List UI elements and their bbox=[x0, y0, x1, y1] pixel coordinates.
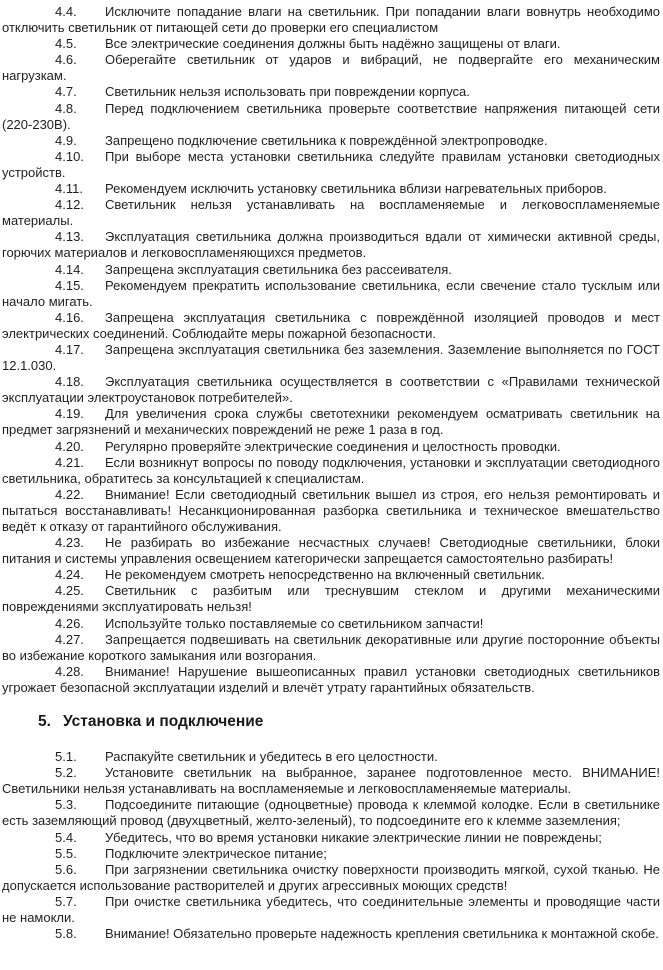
numbered-paragraph bbox=[2, 894, 660, 926]
paragraph-text: Если возникнут вопросы по поводу подключения, установки и эксплуатации светодиодного светильника, обратитесь за консультацией к специалистам. bbox=[2, 454, 660, 486]
paragraph-number: 4.16. bbox=[55, 309, 84, 325]
paragraph-number: 5.7. bbox=[55, 893, 77, 909]
paragraph-number: 5.4. bbox=[55, 829, 77, 845]
paragraph-text: При очистке светильника убедитесь, что соединительные элементы и проводящие части не намокли. bbox=[2, 893, 660, 925]
numbered-paragraph bbox=[2, 181, 660, 197]
paragraph-number: 4.5. bbox=[55, 36, 77, 52]
paragraph-number: 4.24. bbox=[55, 567, 84, 583]
paragraph-text: Светильник нельзя использовать при повреждении корпуса. bbox=[105, 84, 470, 100]
paragraph-text: Запрещена эксплуатация светильника без заземления. Заземление выполняется по ГОСТ 12.1.030. bbox=[2, 341, 660, 374]
paragraph-text: Не рекомендуем смотреть непосредственно на включенный светильник. bbox=[105, 567, 545, 583]
paragraph-text: При выборе места установки светильника следуйте правилам установки светодиодных устройств. bbox=[2, 148, 660, 180]
paragraph-number: 4.19. bbox=[55, 406, 84, 422]
paragraph-number: 4.28. bbox=[55, 663, 84, 679]
paragraph-text: Запрещается подвешивать на светильник декоративные или другие посторонние объекты во избежание короткого замыкания или возгорания. bbox=[2, 631, 660, 663]
paragraph-text: Запрещено подключение светильника к повреждённой электропроводке. bbox=[105, 132, 548, 148]
numbered-paragraph bbox=[2, 487, 660, 535]
paragraph-number: 4.15. bbox=[55, 277, 84, 293]
paragraph-number: 4.6. bbox=[55, 52, 77, 68]
paragraph-text: Оберегайте светильник от ударов и вибраций, не подвергайте его механическим нагрузкам. bbox=[2, 52, 660, 84]
numbered-paragraph bbox=[2, 36, 660, 52]
numbered-paragraph bbox=[2, 926, 660, 942]
paragraph-number: 4.13. bbox=[55, 229, 84, 245]
numbered-paragraph bbox=[2, 101, 660, 133]
paragraph-text: Исключите попадание влаги на светильник. При попадании влаги вовнутрь необходимо отключить светильник от питающей сети до проверки его специалистом bbox=[2, 4, 660, 36]
paragraph-text: Внимание! Нарушение вышеописанных правил установки светодиодных светильников угрожает безопасной эксплуатации изделий и влечёт утрату гарантийных обязательств. bbox=[2, 663, 660, 695]
numbered-paragraph bbox=[2, 583, 660, 615]
paragraph-number: 4.27. bbox=[55, 631, 84, 647]
numbered-paragraph bbox=[2, 664, 660, 696]
section-5-paragraphs bbox=[2, 749, 660, 942]
numbered-paragraph bbox=[2, 374, 660, 406]
paragraph-number: 4.4. bbox=[55, 4, 77, 19]
paragraph-number: 4.25. bbox=[55, 583, 84, 599]
paragraph-text: Внимание! Если светодиодный светильник вышел из строя, его нельзя ремонтировать и пытаться восстанавливать! Несанкционированная разборка светильника и техническое вмешательство ведёт к отказу от гарантийного обслуживания. bbox=[2, 486, 660, 534]
numbered-paragraph bbox=[2, 846, 660, 862]
numbered-paragraph bbox=[2, 342, 660, 374]
numbered-paragraph bbox=[2, 455, 660, 487]
paragraph-text: Регулярно проверяйте электрические соединения и целостность проводки. bbox=[105, 438, 561, 454]
section-heading-title: Установка и подключение bbox=[63, 713, 264, 731]
paragraph-text: Эксплуатация светильника должна производиться вдали от химически активной среды, горючих материалов и легковоспламеняющихся предметов. bbox=[2, 229, 660, 261]
numbered-paragraph bbox=[2, 439, 660, 455]
paragraph-text: Убедитесь, что во время установки никакие электрические линии не повреждены; bbox=[105, 829, 602, 845]
paragraph-number: 5.8. bbox=[55, 926, 77, 942]
section-5-heading bbox=[2, 712, 660, 732]
paragraph-text: Установите светильник на выбранное, заранее подготовленное место. ВНИМАНИЕ! Светильники нельзя устанавливать на воспламеняемые и легковоспламеняемые материалы. bbox=[2, 765, 660, 797]
paragraph-text: Рекомендуем исключить установку светильника вблизи нагревательных приборов. bbox=[105, 181, 607, 197]
paragraph-number: 4.20. bbox=[55, 438, 84, 454]
paragraph-number: 4.11. bbox=[55, 181, 83, 197]
paragraph-number: 4.21. bbox=[55, 454, 84, 470]
paragraph-text: Перед подключением светильника проверьте соответствие напряжения питающей сети (220-230В). bbox=[2, 100, 660, 132]
paragraph-number: 4.7. bbox=[55, 84, 77, 100]
numbered-paragraph bbox=[2, 229, 660, 261]
paragraph-text: Запрещена эксплуатация светильника с повреждённой изоляцией проводов и мест электрических соединений. Соблюдайте меры пожарной безопасности. bbox=[2, 309, 660, 341]
numbered-paragraph bbox=[2, 84, 660, 100]
paragraph-number: 5.2. bbox=[55, 765, 77, 781]
section-4-paragraphs bbox=[2, 4, 660, 696]
numbered-paragraph bbox=[2, 632, 660, 664]
paragraph-number: 4.12. bbox=[55, 197, 84, 213]
paragraph-text: Подсоедините питающие (одноцветные) провода к клеммой колодке. Если в светильнике есть заземляющий провод (двухцветный, желто-зеленый), то подсоедините его к клемме заземления; bbox=[2, 797, 660, 829]
paragraph-number: 4.9. bbox=[55, 132, 77, 148]
paragraph-number: 4.23. bbox=[55, 535, 84, 551]
numbered-paragraph bbox=[2, 749, 660, 765]
section-heading-number: 5. bbox=[38, 713, 51, 731]
numbered-paragraph bbox=[2, 310, 660, 342]
paragraph-text: Запрещена эксплуатация светильника без рассеивателя. bbox=[105, 261, 452, 277]
paragraph-number: 5.3. bbox=[55, 797, 77, 813]
numbered-paragraph bbox=[2, 535, 660, 567]
paragraph-number: 4.18. bbox=[55, 374, 84, 390]
numbered-paragraph bbox=[2, 406, 660, 438]
paragraph-text: Распакуйте светильник и убедитесь в его целостности. bbox=[105, 749, 438, 765]
numbered-paragraph bbox=[2, 830, 660, 846]
paragraph-number: 4.26. bbox=[55, 615, 84, 631]
paragraph-text: Светильник с разбитым или треснувшим стеклом и другими механическими повреждениями эксплуатировать нельзя! bbox=[2, 583, 660, 615]
numbered-paragraph bbox=[2, 52, 660, 84]
paragraph-number: 4.17. bbox=[55, 341, 84, 357]
paragraph-text: Внимание! Обязательно проверьте надежность крепления светильника к монтажной скобе. bbox=[105, 926, 659, 942]
paragraph-text: Эксплуатация светильника осуществляется в соответствии с «Правилами технической эксплуатации электроустановок потребителей». bbox=[2, 374, 660, 406]
paragraph-text: При загрязнении светильника очистку поверхности производить мягкой, сухой тканью. Не допускается использование растворителей и других агрессивных моющих средств! bbox=[2, 861, 660, 893]
paragraph-text: Светильник нельзя устанавливать на воспламеняемые и легковоспламеняемые материалы. bbox=[2, 197, 660, 229]
paragraph-number: 5.6. bbox=[55, 861, 77, 877]
paragraph-text: Все электрические соединения должны быть надёжно защищены от влаги. bbox=[105, 36, 561, 52]
numbered-paragraph bbox=[2, 197, 660, 229]
numbered-paragraph bbox=[2, 616, 660, 632]
paragraph-number: 5.1. bbox=[55, 749, 77, 765]
numbered-paragraph bbox=[2, 765, 660, 797]
paragraph-number: 4.22. bbox=[55, 486, 84, 502]
numbered-paragraph bbox=[2, 567, 660, 583]
paragraph-text: Для увеличения срока службы светотехники рекомендуем осматривать светильник на предмет загрязнений и механических повреждений не реже 1 раза в год. bbox=[2, 406, 660, 438]
paragraph-number: 4.8. bbox=[55, 100, 77, 116]
numbered-paragraph bbox=[2, 862, 660, 894]
numbered-paragraph bbox=[2, 149, 660, 181]
paragraph-number: 4.10. bbox=[55, 148, 84, 164]
paragraph-text: Используйте только поставляемые со светильником запчасти! bbox=[105, 615, 484, 631]
paragraph-text: Рекомендуем прекратить использование светильника, если свечение стало тусклым или начало мигать. bbox=[2, 277, 660, 309]
numbered-paragraph bbox=[2, 278, 660, 310]
numbered-paragraph bbox=[2, 4, 660, 36]
numbered-paragraph bbox=[2, 262, 660, 278]
paragraph-text: Не разбирать во избежание несчастных случаев! Светодиодные светильники, блоки питания и системы управления освещением категорически запрещается самостоятельно разбирать! bbox=[2, 535, 660, 567]
paragraph-number: 4.14. bbox=[55, 261, 84, 277]
paragraph-number: 5.5. bbox=[55, 845, 77, 861]
numbered-paragraph bbox=[2, 133, 660, 149]
numbered-paragraph bbox=[2, 797, 660, 829]
paragraph-text: Подключите электрическое питание; bbox=[105, 845, 327, 861]
